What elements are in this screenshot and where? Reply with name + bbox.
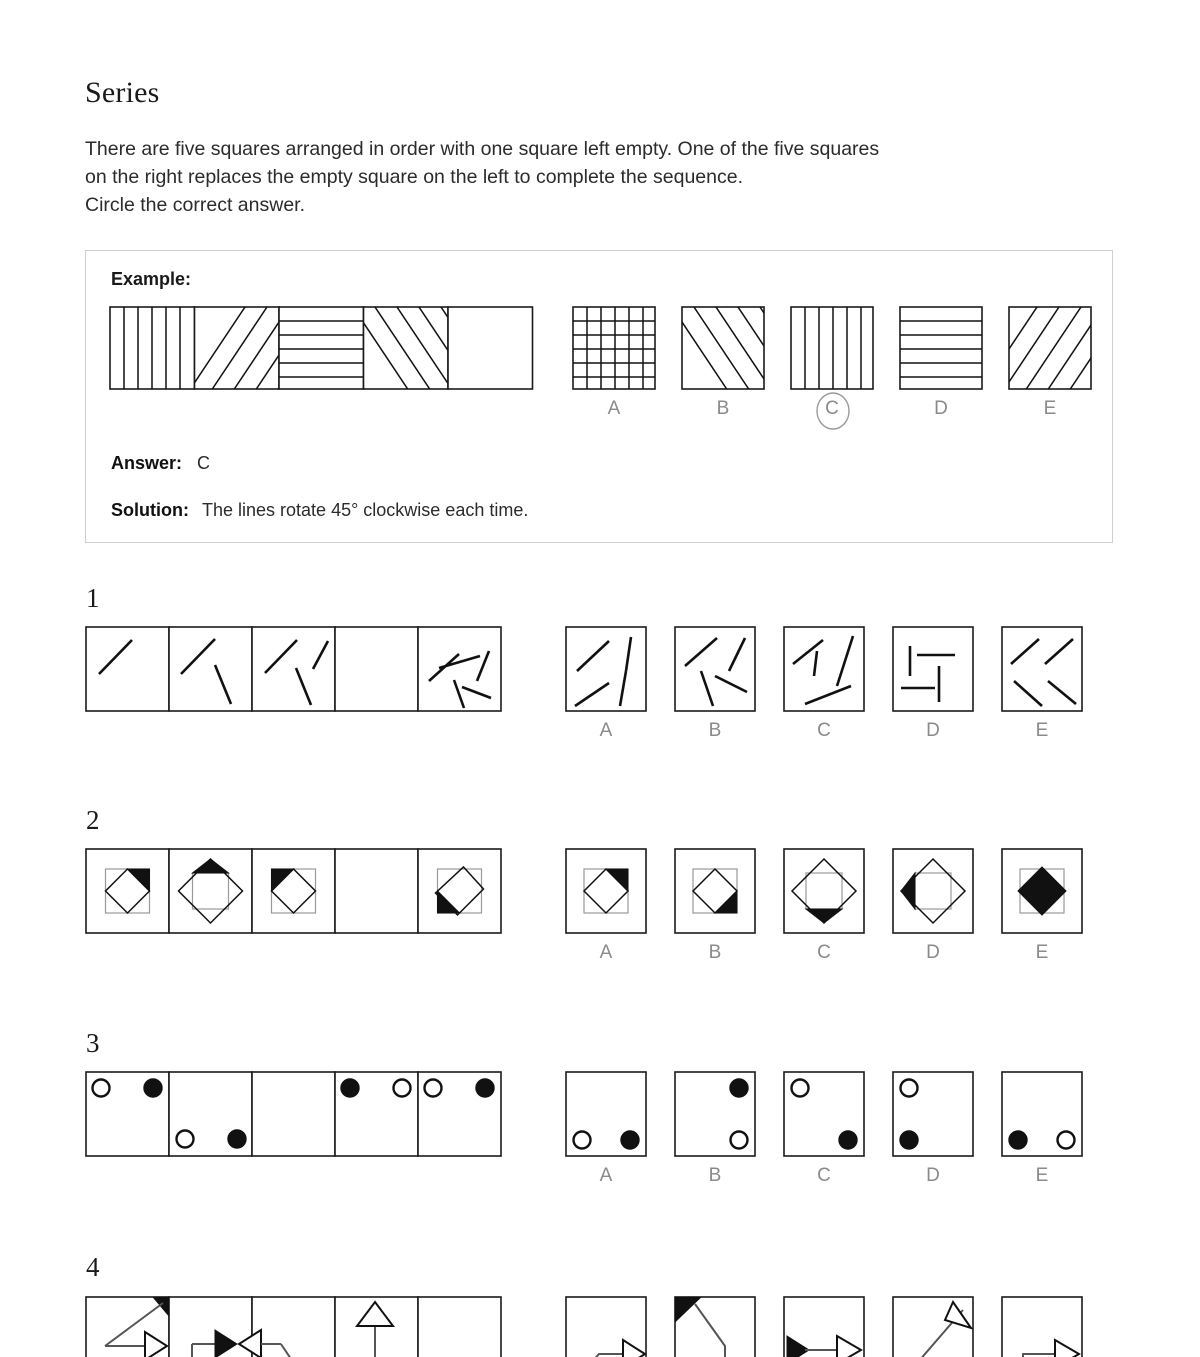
page-title: Series	[85, 76, 160, 109]
q3-option-label-c: C	[817, 1165, 831, 1186]
question-1-options	[565, 626, 1085, 741]
q1-option-label-e: E	[1035, 720, 1049, 741]
q4-option-d	[893, 1297, 973, 1357]
example-option-label-b: B	[716, 398, 730, 419]
q1-option-label-a: A	[599, 720, 613, 741]
solution-value: The lines rotate 45° clockwise each time.	[202, 500, 529, 520]
q2-option-label-c: C	[817, 942, 831, 963]
solution-key: Solution:	[111, 500, 189, 520]
q1-option-label-c: C	[817, 720, 831, 741]
q1-option-d	[893, 627, 973, 711]
q3-option-label-e: E	[1035, 1165, 1049, 1186]
q2-option-label-e: E	[1035, 942, 1049, 963]
example-option-label-a: A	[607, 398, 621, 419]
question-2-options	[565, 848, 1085, 963]
example-options	[573, 306, 1123, 419]
question-number-1: 1	[86, 583, 100, 613]
question-4-sequence	[85, 1296, 503, 1357]
example-answer-row	[111, 453, 210, 474]
instructions	[85, 135, 1085, 219]
question-number-4: 4	[86, 1252, 100, 1282]
q2-option-label-a: A	[599, 942, 613, 963]
question-2-sequence	[85, 848, 503, 934]
q2-option-a	[566, 849, 646, 933]
answer-value: C	[197, 453, 211, 473]
q2-option-b	[675, 849, 755, 933]
q3-option-label-d: D	[926, 1165, 940, 1186]
question-4-options	[565, 1296, 1085, 1357]
example-option-label-e: E	[1043, 398, 1057, 419]
q3-option-label-a: A	[599, 1165, 613, 1186]
example-panel	[85, 250, 1113, 543]
question-number-3: 3	[86, 1028, 100, 1058]
example-label: Example:	[111, 269, 192, 289]
instructions-line-1: There are five squares arranged in order with one square left empty. One of the five squares	[85, 138, 880, 160]
instructions-line-3: Circle the correct answer.	[85, 194, 305, 216]
question-3-sequence	[85, 1071, 503, 1157]
example-option-label-c: C	[825, 398, 839, 419]
answer-key: Answer:	[111, 453, 183, 473]
q2-option-label-d: D	[926, 942, 940, 963]
example-option-label-d: D	[934, 398, 948, 419]
question-1-sequence	[85, 626, 503, 712]
q1-option-label-d: D	[926, 720, 940, 741]
circled-answer-marker	[811, 391, 855, 431]
example-sequence-strip	[109, 306, 533, 390]
q2-option-label-b: B	[708, 942, 722, 963]
q3-option-label-b: B	[708, 1165, 722, 1186]
q1-option-label-b: B	[708, 720, 722, 741]
question-number-2: 2	[86, 805, 100, 835]
example-solution-row	[111, 500, 528, 521]
example-option-b	[682, 307, 764, 389]
instructions-line-2: on the right replaces the empty square on the left to complete the sequence.	[85, 166, 743, 188]
question-3-options	[565, 1071, 1085, 1186]
